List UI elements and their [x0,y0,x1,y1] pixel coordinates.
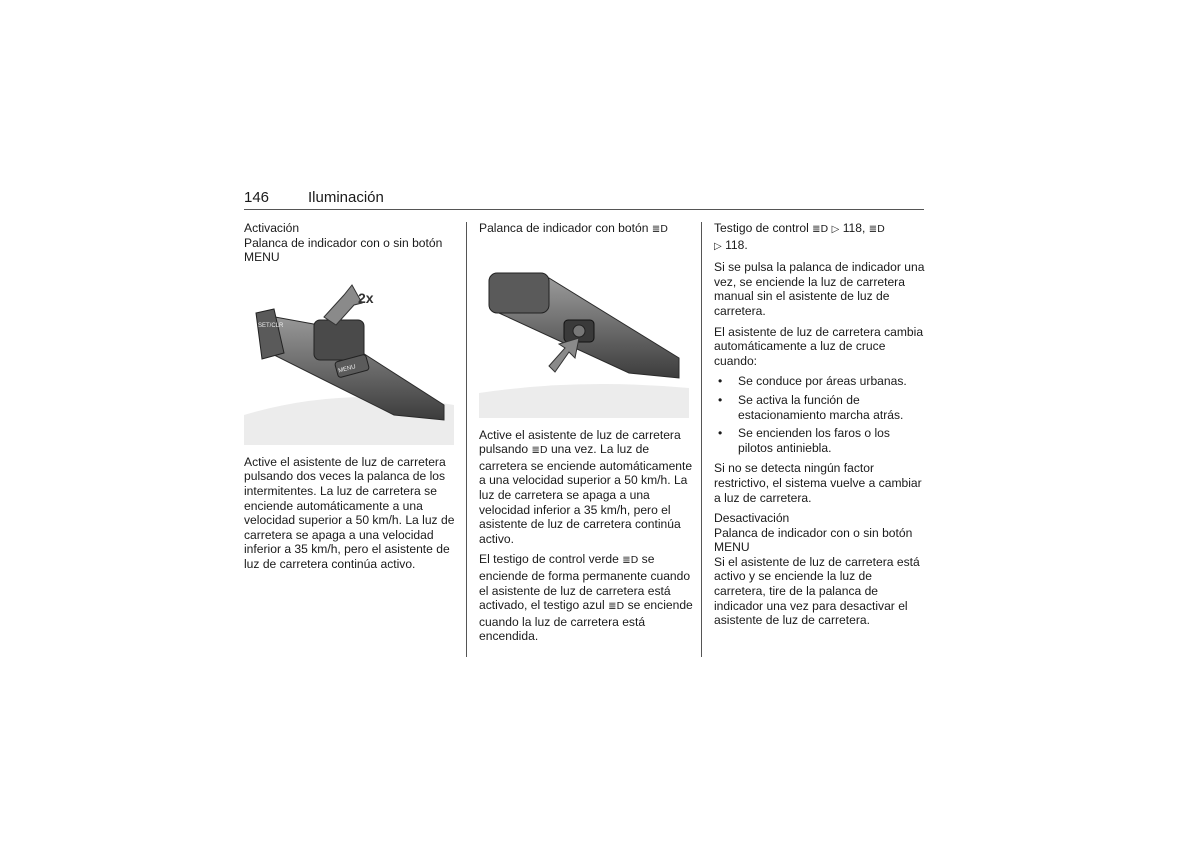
column-1 [244,221,458,578]
activation-paragraph: Active el asistente de luz de carretera pulsando dos veces la palanca de los intermitentes. La luz de carretera se enciende automáticamente a una velocidad superior a 50 km/h. La luz de carretera se apaga a una velocidad inferior a 35 km/h, pero el asistente de luz de carretera continúa activo. [244,454,455,571]
auto-high-beam-icon: ≣D [531,445,548,457]
high-beam-icon: ≣D [868,224,885,235]
page-number: 146 [244,189,270,206]
deactivation-heading: Desactivación [714,511,790,526]
button-lever-heading [479,221,693,238]
indicator-text-c: se enciende cuando la luz de carretera está encendida. [479,598,693,644]
deactivation-subheading: Palanca de indicador con o sin botón MENU [714,525,913,555]
page-reference-arrow-icon[interactable]: ▷ [714,240,722,252]
button-activation-paragraph [479,428,693,547]
page-reference-2[interactable]: 118. [725,237,748,252]
header-divider [244,209,924,210]
deactivation-paragraph: Si el asistente de luz de carretera está activo y se enciende la luz de carretera, tire de la palanca de indicador una vez para desactivar el asistente de luz de carretera. [714,554,920,628]
bullet-icon: • [718,374,723,389]
conditions-list [714,374,926,455]
high-beam-icon: ≣D [608,601,625,613]
activation-heading: Activación [244,221,300,235]
page-reference-1[interactable]: 118, [842,221,866,235]
auto-high-beam-icon: ≣D [812,224,829,235]
page-header [244,189,924,209]
button-lever-heading-text: Palanca de indicador con botón [479,221,649,235]
bullet-icon: • [718,392,723,407]
figure-label-setclr: SET/CLR [258,322,284,329]
button-activation-text-a: Active el asistente de luz de carretera pulsando [479,427,681,457]
button-activation-text-b: una vez. La luz de carretera se enciende automáticamente a una velocidad superior a 50 km/h. La luz de carretera se apaga a una velocidad inferior a 35 km/h, pero el asistente de luz de carretera continúa activo. [479,442,693,546]
bullet-icon: • [718,426,723,441]
list-item: • Se activa la función de estacionamiento marcha atrás. [718,392,904,422]
manual-beam-paragraph: Si se pulsa la palanca de indicador una vez, se enciende la luz de carretera manual sin el asistente de luz de carretera. [714,260,925,318]
auto-high-beam-icon: ≣D [651,224,668,235]
no-restriction-paragraph: Si no se detecta ningún factor restrictivo, el sistema vuelve a cambiar a luz de carretera. [714,461,922,505]
lever-button-press-figure [479,248,689,418]
list-item: • Se conduce por áreas urbanas. [718,374,907,389]
activation-subheading: Palanca de indicador con o sin botón MENU [244,235,443,265]
column-divider-1 [466,222,467,657]
indicator-text-b: se enciende de forma permanente cuando el asistente de luz de carretera está activado, el testigo azul [479,552,691,613]
indicator-text-a: El testigo de control verde [479,552,619,567]
figure-label-2x: 2x [358,289,374,306]
auto-high-beam-icon: ≣D [622,555,639,567]
lever-double-press-figure [244,275,454,445]
auto-switch-paragraph: El asistente de luz de carretera cambia automáticamente a luz de cruce cuando: [714,324,924,368]
page-reference-arrow-icon[interactable]: ▷ [831,224,840,235]
control-lamp-paragraph [714,221,926,254]
column-3 [714,221,926,634]
section-title: Iluminación [308,189,384,206]
column-2 [479,221,693,650]
figure-label-menu: MENU [337,363,357,375]
indicator-paragraph [479,552,693,644]
column-divider-2 [701,222,702,657]
control-lamp-text: Testigo de control [714,221,809,235]
list-item: • Se encienden los faros o los pilotos antiniebla. [718,426,890,455]
